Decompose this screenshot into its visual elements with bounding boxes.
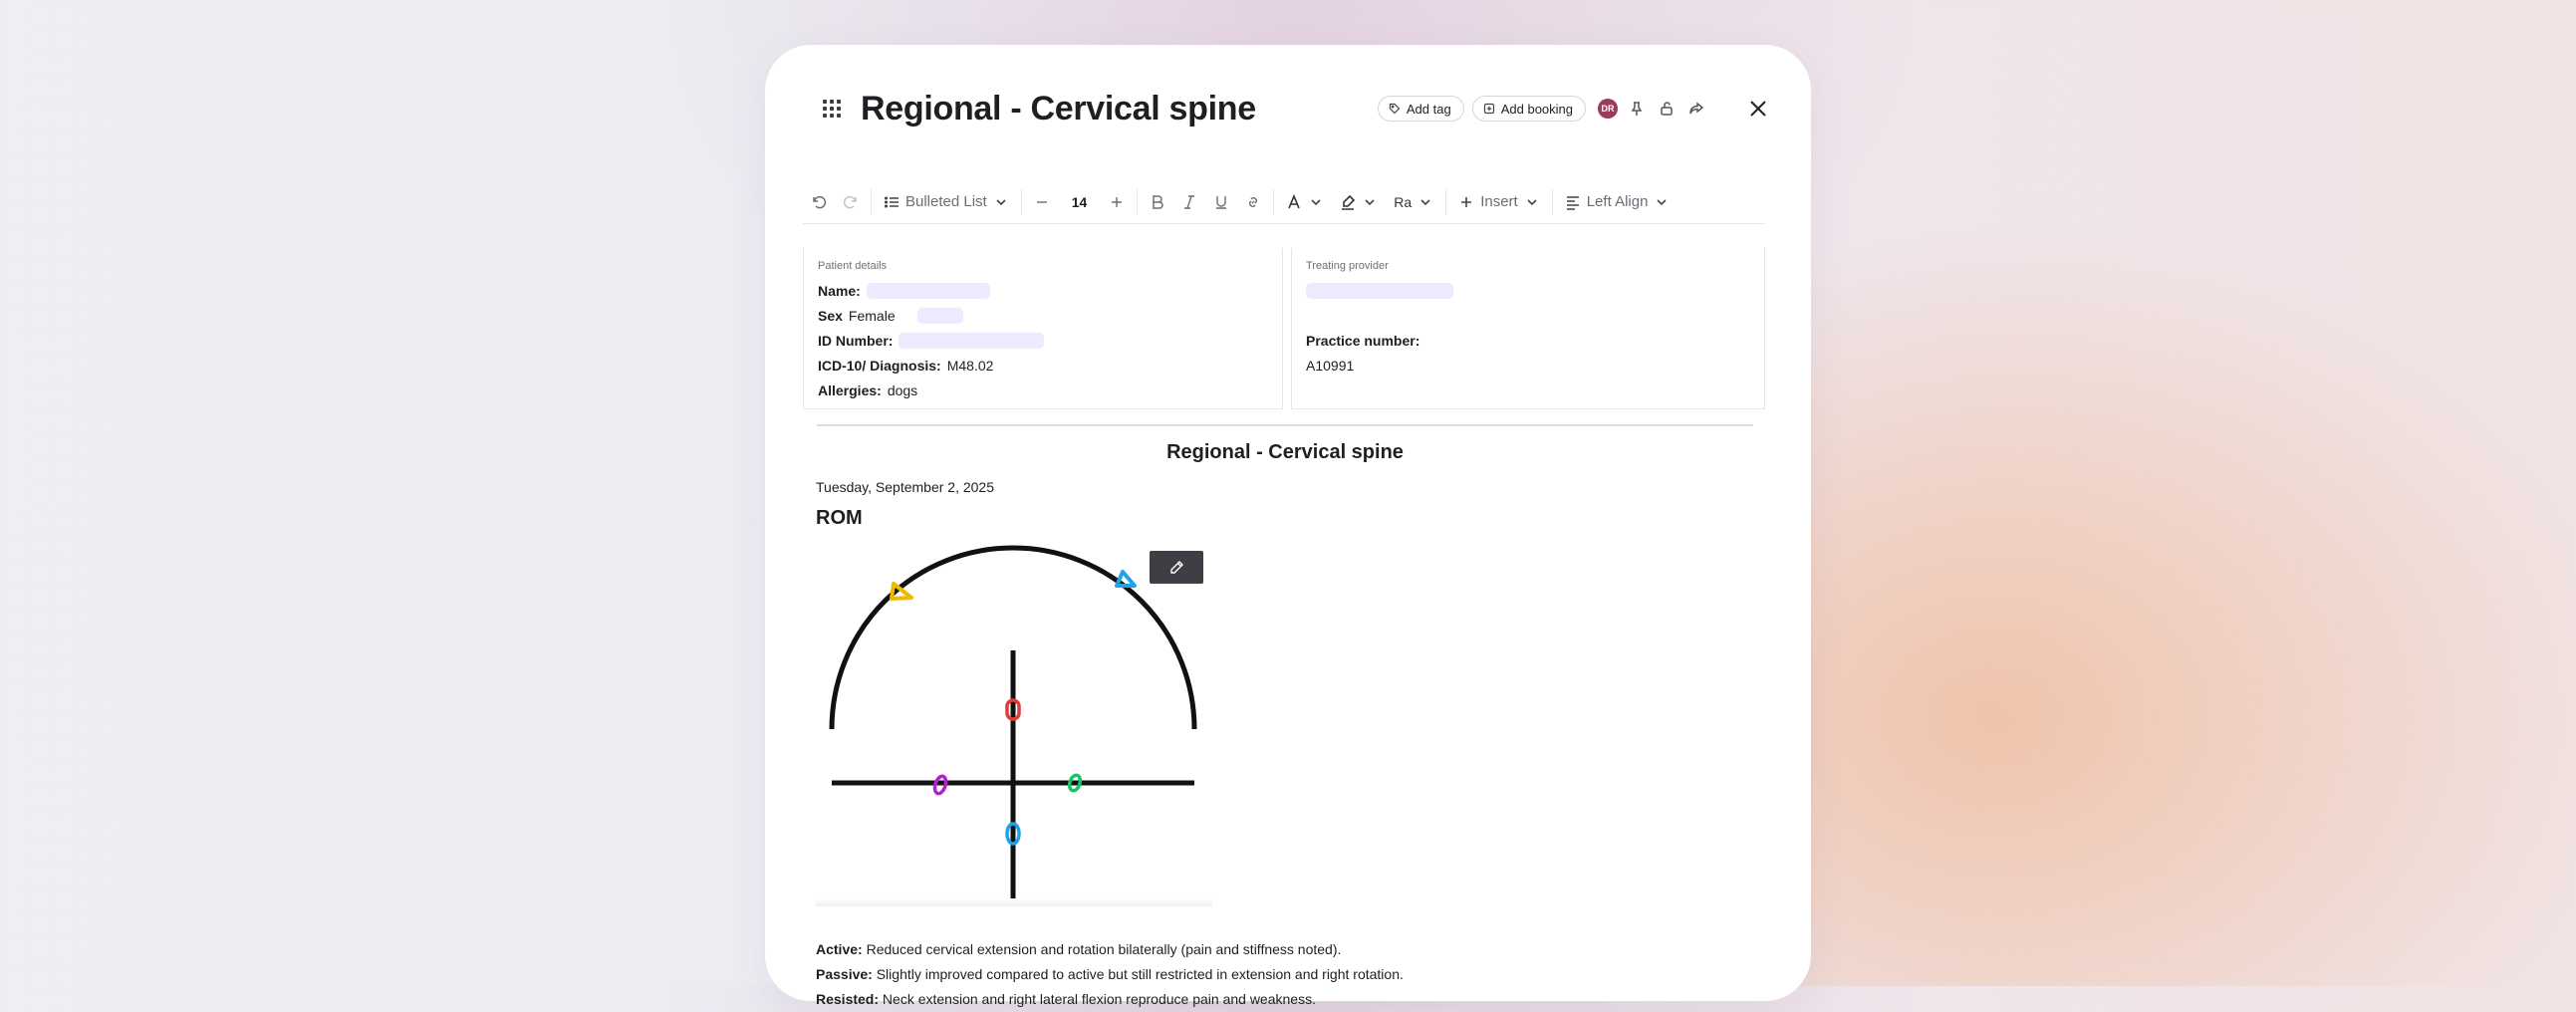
patient-details-caption: Patient details bbox=[818, 260, 888, 272]
diagnosis-label: ICD-10/ Diagnosis: bbox=[818, 357, 941, 374]
tag-icon bbox=[1389, 103, 1401, 115]
toolbar-divider bbox=[1137, 189, 1138, 215]
resisted-text: Neck extension and right lateral flexion reproduce pain and weakness. bbox=[882, 991, 1316, 1007]
insert-label: Insert bbox=[1480, 193, 1518, 210]
insert-dropdown[interactable] bbox=[1450, 187, 1548, 217]
chevron-down-icon bbox=[1524, 194, 1540, 210]
note-modal bbox=[765, 45, 1811, 1007]
chevron-down-icon bbox=[993, 194, 1009, 210]
id-number-label: ID Number: bbox=[818, 332, 894, 349]
align-left-icon bbox=[1565, 194, 1581, 210]
treating-provider-caption: Treating provider bbox=[1306, 260, 1389, 272]
minus-icon bbox=[1034, 194, 1050, 210]
drag-handle-icon[interactable] bbox=[821, 98, 843, 120]
toolbar-divider bbox=[1273, 189, 1274, 215]
treating-provider-panel bbox=[1291, 248, 1765, 409]
chevron-down-icon bbox=[1417, 194, 1433, 210]
practice-label-row bbox=[1306, 328, 1750, 353]
passive-label: Passive: bbox=[816, 966, 873, 982]
toolbar-divider bbox=[1552, 189, 1553, 215]
chevron-down-icon bbox=[1362, 194, 1378, 210]
document-date: Tuesday, September 2, 2025 bbox=[816, 479, 994, 495]
sex-label: Sex bbox=[818, 307, 843, 324]
undo-button[interactable] bbox=[803, 187, 835, 217]
sex-value: Female bbox=[848, 307, 896, 324]
rom-heading: ROM bbox=[816, 507, 863, 529]
chevron-down-icon bbox=[1654, 194, 1670, 210]
list-style-label: Bulleted List bbox=[905, 193, 987, 210]
bold-button[interactable] bbox=[1142, 187, 1173, 217]
text-color-icon bbox=[1286, 194, 1302, 210]
pin-icon[interactable] bbox=[1626, 98, 1648, 120]
allergies-row bbox=[818, 378, 1268, 402]
modal-header bbox=[821, 81, 1771, 136]
practice-number-value: A10991 bbox=[1306, 357, 1355, 374]
add-tag-label: Add tag bbox=[1406, 101, 1451, 117]
plus-icon bbox=[1109, 194, 1125, 210]
resisted-note bbox=[816, 987, 1404, 1012]
unlock-icon[interactable] bbox=[1656, 98, 1677, 120]
calendar-plus-icon bbox=[1483, 103, 1495, 115]
font-size-decrease-button[interactable] bbox=[1026, 187, 1058, 217]
toolbar-divider bbox=[871, 189, 872, 215]
chevron-down-icon bbox=[1308, 194, 1324, 210]
section-divider bbox=[817, 424, 1753, 426]
bulleted-list-icon bbox=[884, 194, 900, 210]
sex-row bbox=[818, 303, 1268, 328]
page-title: Regional - Cervical spine bbox=[861, 89, 1256, 127]
provider-name-row bbox=[1306, 278, 1750, 303]
bold-icon bbox=[1150, 194, 1165, 210]
edit-drawing-button[interactable] bbox=[1150, 551, 1203, 584]
drawing-shadow bbox=[816, 898, 1212, 906]
document-title: Regional - Cervical spine bbox=[1166, 441, 1404, 463]
id-number-row bbox=[818, 328, 1268, 353]
highlight-dropdown[interactable] bbox=[1332, 187, 1386, 217]
practice-value-row bbox=[1306, 353, 1750, 378]
font-family-label: Ra bbox=[1394, 193, 1413, 210]
underline-button[interactable] bbox=[1205, 187, 1237, 217]
font-size-value: 14 bbox=[1071, 193, 1088, 210]
link-icon bbox=[1245, 194, 1261, 210]
allergies-label: Allergies: bbox=[818, 381, 882, 398]
text-color-dropdown[interactable] bbox=[1278, 187, 1332, 217]
spacer-row bbox=[1306, 303, 1750, 328]
redacted-age bbox=[917, 308, 963, 324]
rom-diagram bbox=[816, 536, 1212, 906]
share-icon[interactable] bbox=[1685, 98, 1707, 120]
editor-toolbar bbox=[803, 180, 1765, 224]
add-booking-button[interactable] bbox=[1472, 96, 1586, 122]
redo-icon bbox=[843, 194, 859, 210]
passive-text: Slightly improved compared to active but still restricted in extension and right rotation. bbox=[876, 966, 1404, 982]
allergies-value: dogs bbox=[887, 381, 918, 398]
font-size-increase-button[interactable] bbox=[1101, 187, 1133, 217]
details-section bbox=[803, 248, 1765, 409]
redo-button[interactable] bbox=[835, 187, 867, 217]
close-icon[interactable] bbox=[1745, 96, 1771, 122]
plus-icon bbox=[1458, 194, 1474, 210]
rom-drawing[interactable] bbox=[816, 536, 1212, 906]
name-row bbox=[818, 278, 1268, 303]
resisted-label: Resisted: bbox=[816, 991, 880, 1007]
toolbar-divider bbox=[1021, 189, 1022, 215]
italic-button[interactable] bbox=[1173, 187, 1205, 217]
undo-icon bbox=[811, 194, 827, 210]
passive-note bbox=[816, 962, 1404, 987]
link-button[interactable] bbox=[1237, 187, 1269, 217]
redacted-name bbox=[867, 283, 990, 299]
align-dropdown[interactable] bbox=[1557, 187, 1678, 217]
header-actions bbox=[1378, 96, 1771, 122]
add-booking-label: Add booking bbox=[1500, 101, 1573, 117]
active-text: Reduced cervical extension and rotation bilaterally (pain and stiffness noted). bbox=[866, 941, 1342, 957]
redacted-id-number bbox=[899, 333, 1044, 349]
toolbar-divider bbox=[1445, 189, 1446, 215]
patient-details-panel bbox=[803, 248, 1283, 409]
font-size-field[interactable] bbox=[1058, 187, 1102, 217]
rom-notes bbox=[816, 937, 1404, 1012]
font-family-dropdown[interactable] bbox=[1386, 187, 1441, 217]
highlighter-icon bbox=[1340, 194, 1356, 210]
align-label: Left Align bbox=[1586, 193, 1649, 210]
blue-triangle-mark bbox=[1117, 572, 1135, 586]
pencil-icon bbox=[1168, 560, 1184, 576]
name-label: Name: bbox=[818, 282, 861, 299]
italic-icon bbox=[1181, 194, 1197, 210]
redacted-provider-name bbox=[1306, 283, 1453, 299]
diagnosis-value: M48.02 bbox=[946, 357, 994, 374]
list-style-dropdown[interactable] bbox=[876, 187, 1017, 217]
add-tag-button[interactable] bbox=[1378, 96, 1464, 122]
active-note bbox=[816, 937, 1404, 962]
avatar[interactable]: DR bbox=[1598, 99, 1618, 119]
active-label: Active: bbox=[816, 941, 863, 957]
underline-icon bbox=[1213, 194, 1229, 210]
diagnosis-row bbox=[818, 353, 1268, 378]
practice-number-label: Practice number: bbox=[1306, 332, 1420, 349]
